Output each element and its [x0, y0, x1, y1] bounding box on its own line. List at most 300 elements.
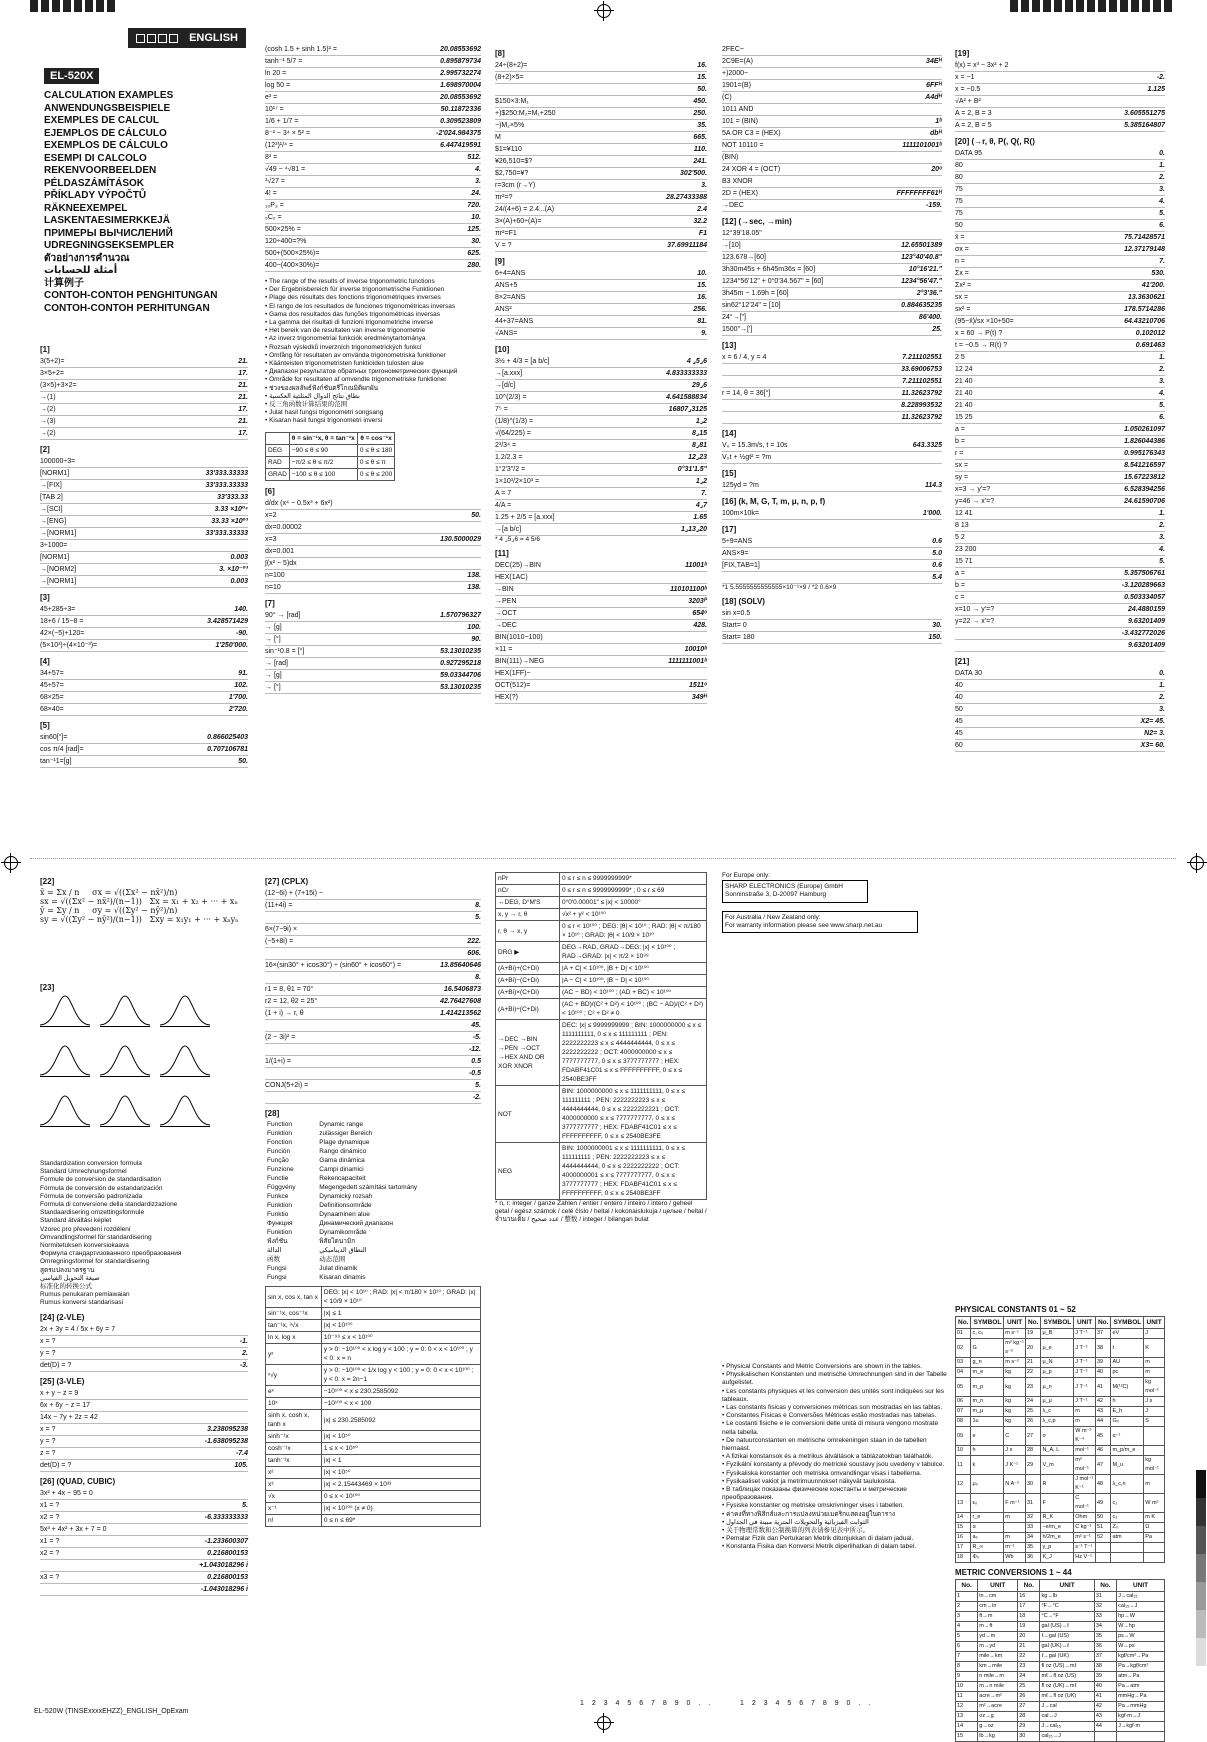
pc-cell: J K⁻¹ [1004, 1456, 1026, 1475]
row-result: 17. [238, 430, 248, 437]
pc-cell: m_p/m_e [1111, 1446, 1144, 1456]
range-cell: ˣ√y [266, 1365, 322, 1386]
mc-cell: mmHg→Pa [1117, 1692, 1165, 1702]
row-result: 1511ᵒ [688, 682, 707, 690]
standardization-line: Standard Umrechnungsformel [40, 1168, 127, 1176]
row-result: 2'720. [228, 706, 248, 713]
row-result: 53.13010235 [440, 683, 481, 691]
mc-cell: 32 [1094, 1602, 1116, 1612]
pc-cell: J [1144, 1407, 1165, 1417]
section-s18-row [722, 632, 942, 644]
row-expression: x = ? [40, 1337, 56, 1345]
row-result: 3. [1159, 378, 1165, 385]
section-s8-row [495, 192, 707, 204]
section-22: [22] [40, 877, 55, 886]
section-26-row [40, 1536, 248, 1548]
row-result: 114.3 [925, 482, 942, 489]
section-20-label: [20] (→r, θ, P(, Q(, R() [955, 137, 1035, 146]
section-20-linear-row [955, 376, 1165, 388]
pc-cell: 32 [1025, 1513, 1040, 1523]
row-result: 0.927295218 [440, 659, 481, 667]
row-result: 45. [471, 1022, 481, 1029]
mc-cell: 6 [956, 1642, 978, 1652]
row-result [806, 609, 942, 618]
row-result: 150. [928, 634, 942, 642]
section-7-row [265, 634, 481, 646]
section-s10-row [495, 428, 707, 440]
distribution-graph [160, 1094, 210, 1127]
row-expression: 3½ + 4/3 = [a b/c] [495, 358, 550, 365]
section-s11-row [495, 596, 707, 608]
function-examples-row [265, 44, 481, 56]
section-s18-label: [18] (SOLV) [722, 597, 765, 607]
mc-cell: 15 [956, 1732, 978, 1742]
row-expression: 8³ = [265, 154, 278, 161]
mc-cell: 9 [956, 1672, 978, 1682]
range-cell: sinh⁻¹x [266, 1431, 322, 1443]
pc-cell: kg [1004, 1417, 1026, 1427]
row-expression: [NORM1] [40, 554, 70, 561]
mc-cell: fl oz (US)→mℓ [1040, 1662, 1094, 1672]
section-s12-row [722, 312, 942, 324]
pc-cell: α⁻¹ [1111, 1427, 1144, 1446]
mc-cell: cal→J [1040, 1712, 1094, 1722]
distribution-graph [40, 1044, 90, 1077]
bell-curve [40, 994, 90, 1026]
section-20-linear-row [955, 448, 1165, 460]
inverse-trig-range-table [265, 432, 395, 481]
section-s3-label: [3] [40, 593, 50, 602]
row-expression: (cosh 1.5 + sinh 1.5)² = [265, 46, 337, 53]
row-expression: √49 − ⁴√81 = [265, 166, 306, 173]
mc-cell: 31 [1094, 1592, 1116, 1602]
row-expression: Start= 180 [722, 634, 755, 642]
mc-cell: ft→m [978, 1612, 1018, 1622]
registration-numbers-2: 1 2 3 4 5 6 7 8 9 0 . . [740, 1700, 874, 1707]
row-expression: n = [955, 258, 965, 265]
row-result: 4. [1159, 390, 1165, 397]
pc-cell: 48 [1095, 1475, 1110, 1494]
section-s2-row [40, 516, 248, 528]
section-s1-row [40, 380, 248, 392]
pc-cell: 07 [956, 1407, 971, 1417]
row-result: 0.691463 [1135, 342, 1165, 349]
range-cell: (A+Bi)−(C+Di) [496, 975, 560, 987]
pc-note-line: • Las constants fisicas y conversiones métricas son mostradas en las tablas. [722, 1404, 943, 1412]
row-result: 0. [1159, 150, 1165, 157]
row-expression: 12°39'18.05" [722, 230, 762, 237]
pc-cell: 12 [956, 1475, 971, 1494]
mc-cell: g→oz [978, 1722, 1018, 1732]
row-result: 0.707106781 [207, 746, 248, 753]
row-expression: 21 40 [955, 378, 973, 385]
row-result: 100. [467, 623, 481, 631]
language-cell: Functie [267, 1175, 289, 1182]
row-result: 105. [234, 1461, 248, 1469]
grey-scale-bar [1196, 1470, 1206, 1666]
row-result: 5. [1159, 402, 1165, 409]
row-expression: 14x − 7y + 2z = 42 [40, 1413, 98, 1421]
row-expression: y=46 → x'=? [955, 498, 995, 505]
pc-cell: Ω [1144, 1523, 1165, 1533]
row-result: 1⌟13⌟20 [680, 526, 707, 533]
language-cell: Fungsi [267, 1274, 287, 1281]
section-s13-row [722, 388, 942, 400]
section-s11-row [495, 656, 707, 668]
pc-cell: μ_N [1041, 1358, 1074, 1368]
pc-cell [1095, 1553, 1110, 1563]
mc-cell: J→kgf·m [1117, 1722, 1165, 1732]
mc-cell: 5 [956, 1632, 978, 1642]
row-result: 5. [475, 1082, 481, 1089]
row-expression: 7⁵ = [495, 406, 508, 413]
row-result: 0.6 [932, 538, 942, 545]
standardization-line: Формула стандартизованного преобразования [40, 1250, 182, 1258]
row-result [806, 153, 942, 162]
section-21-row [955, 728, 1165, 740]
row-result: 1.698970004 [440, 82, 481, 89]
row-result: 21. [238, 418, 248, 425]
row-result: 5. [1159, 210, 1165, 217]
row-expression: ANS² [495, 306, 512, 313]
function-examples-row [265, 152, 481, 164]
row-expression: dx=0.001 [265, 547, 294, 555]
australia-line-1: For Australia / New Zealand only: [725, 913, 821, 921]
row-result: -3.432772026 [1121, 630, 1165, 637]
language-cell: Plage dynamique [319, 1139, 370, 1146]
logic-examples-row [722, 164, 942, 176]
language-cell: Função [267, 1157, 289, 1164]
section-s4-row [40, 704, 248, 716]
row-result: 4. [1159, 546, 1165, 553]
row-result: 50. [471, 511, 481, 519]
pc-cell: M(¹²C) [1111, 1378, 1144, 1397]
function-examples-row [265, 200, 481, 212]
row-result: 1'000. [922, 510, 942, 517]
row-expression: 2D = (HEX) [722, 190, 758, 197]
range-cell: (A+Bi)÷(C+Di) [496, 999, 560, 1020]
mc-cell: 8 [956, 1662, 978, 1672]
row-expression: 5 2 [955, 534, 965, 541]
section-s2-row [40, 564, 248, 576]
language-cell: zulässiger Bereich [319, 1130, 373, 1137]
row-expression: x=2 [265, 511, 277, 519]
row-expression: 18+6 / 15−8 = [40, 618, 84, 625]
row-expression: 21 40 [955, 402, 973, 409]
section-s5-row [40, 732, 248, 744]
section-s9-row [495, 328, 707, 340]
section-s3-row [40, 604, 248, 616]
pc-cell: 11 [956, 1456, 971, 1475]
row-result: 11.32623792 [901, 414, 942, 421]
section-27-row [265, 1008, 481, 1020]
row-result [347, 925, 481, 934]
row-result: 0.6 [932, 562, 942, 569]
row-expression [265, 1093, 347, 1102]
note-line: • Plage des résultats des fonctions trigonométriques inverses [265, 294, 441, 302]
section-21-row [955, 692, 1165, 704]
section-20-quadratic-row [955, 640, 1165, 652]
pc-cell: m s⁻² [1004, 1358, 1026, 1368]
section-27-row [265, 900, 481, 912]
row-result: 222. [467, 938, 481, 945]
section-s14-row [722, 452, 942, 464]
pc-cell: 02 [956, 1339, 971, 1358]
mc-cell: atm→Pa [1117, 1672, 1165, 1682]
mc-cell: m→ft [978, 1622, 1018, 1632]
pc-cell: μ₀ [971, 1475, 1004, 1494]
language-cell: Rango dinámico [319, 1148, 367, 1155]
section-26-row [40, 1560, 248, 1572]
section-s2-row [40, 456, 248, 468]
company-name: SHARP ELECTRONICS (Europe) GmbH [725, 883, 843, 891]
pc-cell: Ohm [1074, 1513, 1096, 1523]
logic-examples-row [722, 188, 942, 200]
section-26-row [40, 1548, 248, 1560]
row-expression: (1 + i) → r, θ [265, 1010, 304, 1017]
row-result: 625. [467, 250, 481, 257]
range-cell: 0 ≤ θ ≤ 180 [357, 444, 394, 456]
row-expression: 5x³ + 4x² + 3x + 7 = 0 [40, 1525, 107, 1533]
mc-cell: J→cal₁₅ [1117, 1592, 1165, 1602]
row-result: 0.003 [230, 578, 248, 585]
row-expression: tanh⁻¹ 5/7 = [265, 58, 303, 65]
row-expression [722, 413, 806, 422]
bell-curve [160, 994, 210, 1026]
language-cell: พิสัยไดนามิก [319, 1238, 356, 1245]
row-expression: 40 [955, 682, 963, 689]
range-cell: x² [266, 1467, 322, 1479]
row-result [119, 1325, 248, 1334]
range-cell: |A + C| < 10¹⁰⁰, |B + D| < 10¹⁰⁰ [560, 963, 707, 975]
section-s10-row [495, 380, 707, 392]
note-line: • Omfång för resultaten av omvända trigonometriska funktioner [265, 351, 446, 359]
language-cell: 函数 [267, 1256, 280, 1263]
pc-cell: atm [1111, 1533, 1144, 1543]
row-result: -1.233600307 [204, 1537, 248, 1545]
pc-cell: kg [1004, 1368, 1026, 1378]
range-cell: 0 ≤ θ ≤ 200 [357, 468, 394, 480]
row-result: 81. [697, 318, 707, 325]
row-result: N2= 3. [1144, 730, 1165, 737]
row-expression: y = ? [40, 1349, 56, 1357]
section-s10-row [495, 392, 707, 404]
mc-cell: 23 [1018, 1662, 1040, 1672]
pc-cell: α [971, 1523, 1004, 1533]
section-s8-row [495, 240, 707, 252]
row-result: 0.309523809 [440, 118, 481, 125]
row-result: 1111101001ᵇ [902, 142, 942, 149]
section-s12-row [722, 228, 942, 240]
row-result: 3. [1159, 534, 1165, 541]
row-expression: r2 = 12, θ2 = 25° [265, 998, 318, 1005]
physical-constants-table [955, 1316, 1165, 1563]
row-result: -2. [1156, 74, 1165, 81]
standardization-line: Formule de conversion de standardisation [40, 1176, 162, 1184]
section-25-row [40, 1388, 248, 1400]
section-20-linear-row [955, 496, 1165, 508]
function-examples-row [265, 68, 481, 80]
mc-cell: 30 [1018, 1732, 1040, 1742]
section-s15-row [722, 480, 942, 492]
range-cell: NOT [496, 1086, 560, 1143]
mc-cell: ps→W [1117, 1632, 1165, 1642]
row-result: 32.2 [693, 218, 707, 225]
row-expression: 34+57= [40, 670, 64, 677]
row-result: 34Eᴴ [926, 58, 942, 65]
range-cell: |x| ≤ 230.2585092 [321, 1410, 480, 1431]
section-25-row [40, 1424, 248, 1436]
row-result: 178.5714286 [1124, 306, 1165, 313]
mc-cell: hp→W [1117, 1612, 1165, 1622]
standardization-line: Fórmula de conversión de estandarización [40, 1184, 163, 1192]
pc-cell: 28 [1025, 1446, 1040, 1456]
row-result: 1⌟2 [695, 478, 707, 485]
row-expression [722, 401, 806, 410]
row-expression [722, 365, 806, 374]
row-expression: x1 = ? [40, 1537, 60, 1545]
standardization-line: Rumus konversi standarisasi [40, 1299, 124, 1307]
section-20-row [955, 316, 1165, 328]
section-20-row [955, 268, 1165, 280]
row-expression: →[10] [722, 242, 741, 249]
range-cell: NEG [496, 1143, 560, 1200]
pc-note-line: • Fysiske konstanter og metriske omskrivninger vises i tabellen. [722, 1502, 905, 1510]
section-s16-label: [16] (k, M, G, T, m, μ, n, p, f) [722, 497, 826, 506]
section-20-row [955, 340, 1165, 352]
mc-cell: 42 [1094, 1702, 1116, 1712]
section-s1-label: [1] [40, 345, 50, 354]
mc-cell: 11 [956, 1692, 978, 1702]
row-result: 0.503334057 [1124, 594, 1165, 601]
mc-cell: 39 [1094, 1672, 1116, 1682]
pc-header: UNIT [1004, 1317, 1026, 1329]
mc-cell: n mile→m [978, 1672, 1018, 1682]
pc-cell: C mol⁻¹ [1074, 1494, 1096, 1513]
language-cell: Julat dinamik [319, 1265, 358, 1272]
row-result: -0.5 [468, 1070, 481, 1077]
row-expression: DATA 95 [955, 150, 982, 157]
row-expression: sy = [955, 474, 969, 481]
section-6-row [265, 582, 481, 594]
pc-cell: m [1074, 1417, 1096, 1427]
section-20-linear-row [955, 364, 1165, 376]
range-cell: |A − C| < 10¹⁰⁰, |B − D| < 10¹⁰⁰ [560, 975, 707, 987]
section-s5-row [40, 744, 248, 756]
mc-cell: 26 [1018, 1692, 1040, 1702]
row-expression: 8 13 [955, 522, 969, 529]
section-7-row [265, 682, 481, 694]
range-cell: x³ [266, 1479, 322, 1491]
pc-cell: a₀ [971, 1533, 1004, 1543]
row-expression: log 50 = [265, 82, 291, 89]
section-26-row [40, 1584, 248, 1596]
row-expression: OCT(512)= [495, 682, 531, 690]
row-result: 8⌟81 [692, 442, 707, 449]
range-cell: 0 ≤ r ≤ n ≤ 9999999999* [560, 873, 707, 885]
section-6-row [265, 510, 481, 522]
section-27-row [265, 1020, 481, 1032]
australia-line-2: For warranty information please see www.sharp.net.au [725, 921, 883, 929]
section-s17-row [722, 548, 942, 560]
pc-cell: J T⁻¹ [1074, 1397, 1096, 1407]
row-expression [265, 913, 347, 922]
row-expression: HEX(?) [495, 694, 518, 702]
section-s13-row [722, 400, 942, 412]
row-result [806, 177, 942, 186]
pc-cell: kg [1004, 1397, 1026, 1407]
row-result: 21. [238, 358, 248, 365]
section-s17-note: *1 5.5555555555555×10⁻¹×9 / *2 0.6×9 [722, 584, 837, 591]
range-cell: GRAD [266, 468, 290, 480]
row-expression: (12³)¹/⁴ = [265, 142, 294, 149]
section-20-quadratic-row [955, 604, 1165, 616]
row-expression: A = 2, B = 3 [955, 110, 992, 117]
mc-cell: ℓ→gal (US) [1040, 1632, 1094, 1642]
pc-cell: N A⁻² [1004, 1475, 1026, 1494]
section-s18-row [722, 620, 942, 632]
section-20-quadratic-row [955, 568, 1165, 580]
column-1 [40, 340, 248, 768]
note-line: • Der Ergebnisbereich für inverse trigonometrische Funktionen [265, 286, 445, 294]
pc-cell: m² s⁻¹ [1074, 1533, 1096, 1543]
bell-curve [40, 1044, 90, 1076]
row-result: 3.33 ×10⁰⁴ [214, 506, 248, 513]
row-expression: 400−(400×30%)= [265, 262, 320, 269]
column-4 [722, 44, 942, 644]
pc-cell: 06 [956, 1397, 971, 1407]
row-result: 15. [697, 74, 707, 81]
language-cell: Függvény [267, 1184, 296, 1191]
row-result: 33'333.33333 [205, 482, 248, 489]
row-expression: →[a b/c] [495, 526, 522, 533]
pc-header: SYMBOL [971, 1317, 1004, 1329]
row-expression: DEC(25)→BIN [495, 562, 541, 570]
title-line: CONTOH-CONTOH PERHITUNGAN [44, 302, 210, 314]
section-s8-row [495, 108, 707, 120]
section-25-row [40, 1448, 248, 1460]
pc-note-line: • Les constants physiques et les conversion des unités sont indiquées sur les tableaux. [722, 1387, 944, 1403]
note-line: • نطاق نتائج الدوال المثلثية العكسية [265, 392, 360, 400]
pc-cell: M_u [1111, 1456, 1144, 1475]
standardization-line: Standaardisering omzettingsformule [40, 1209, 145, 1217]
pc-cell: μ_p [1041, 1368, 1074, 1378]
row-expression: 101 = (BIN) [722, 118, 758, 125]
row-expression: 24/(4+6) = 2.4...(A) [495, 206, 555, 213]
column-2 [265, 44, 481, 694]
range-cell: 0°0'0.00001" ≤ |x| < 10000° [560, 897, 707, 909]
row-result: 24. [471, 190, 481, 197]
section-s4-label: [4] [40, 657, 50, 666]
pc-cell: kg mol⁻¹ [1144, 1378, 1165, 1397]
row-result: 21. [238, 394, 248, 401]
section-s8-row [495, 72, 707, 84]
row-result: 11001ᵇ [685, 562, 707, 570]
row-result: dbᴴ [929, 130, 942, 137]
section-20-row [955, 184, 1165, 196]
row-result: 30. [471, 238, 481, 245]
mc-cell: 10 [956, 1682, 978, 1692]
pc-cell: Pa [1144, 1533, 1165, 1543]
pc-cell: ε₀ [971, 1494, 1004, 1513]
pc-cell: mol⁻¹ [1074, 1446, 1096, 1456]
row-expression: πr²=F1 [495, 230, 517, 237]
title-line: CONTOH-CONTOH PENGHITUNGAN [44, 290, 218, 301]
row-expression: 50 [955, 706, 963, 713]
row-expression: x + y − z = 9 [40, 1389, 79, 1397]
row-expression: 125yd = ?m [722, 482, 759, 489]
row-expression: → [°] [265, 683, 281, 691]
